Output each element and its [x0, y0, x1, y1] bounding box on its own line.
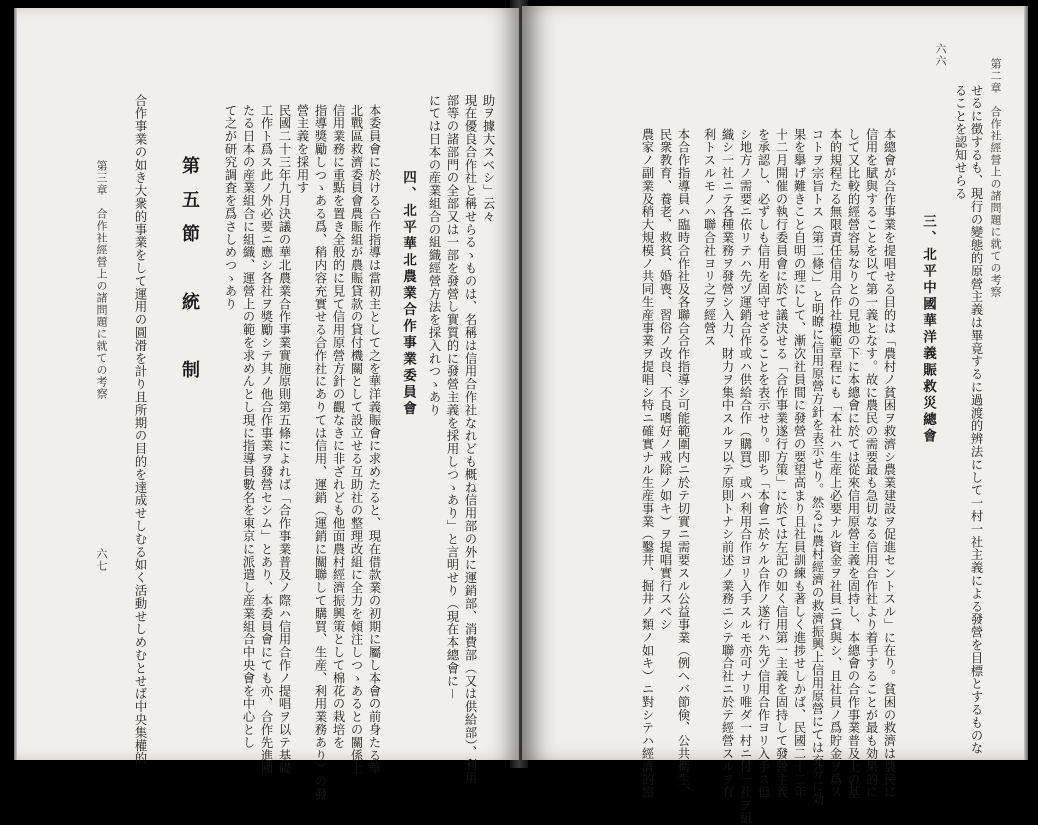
section-title: 三、北平中國華洋義賑救災總會 [920, 214, 936, 445]
text-line: 果を擧げ難きこと自明の理にして、漸次社員間に發營の要望高まり且社員訓練も著しく進捗せしかば、民國二十二年 [792, 128, 806, 799]
text-line: せるに徴するも、現行の變態的原營主義は畢竟するに過渡的辨法にして一村一社主義による發營を目標とするものな [969, 84, 983, 755]
text-line: 工作ト爲ス此ノ外必要ニ應シ各社ヲ獎勵シテ其ノ他合作事業ヲ發營セシム」とあり、本委員會にても亦、合作先進國 [259, 104, 273, 775]
section-heading: 第五節 統 制 [179, 156, 200, 394]
text-line: 本總會が合作事業を提唱せる目的は「農村ノ貧困ヲ救濟シ農業建設ヲ促進セントスル」に在り。貧困の救濟は農民に [882, 128, 896, 799]
text-line: にては日本の産業組合の組織經營方法を採入れつゝあり [427, 94, 441, 417]
page-edge [14, 8, 17, 760]
text-line: 部等の諸部門の全部又は一部を發營し實質的に發營主義を採用しつゝあり」と言明せり（現在本總會に－ [445, 94, 459, 701]
page-number: 六七 [95, 548, 108, 572]
text-line: 現在優良合作社と稱せらるゝものは、名稱は信用合作社なれども概ね信用部の外に運銷部、消費部（又は供給部）、利用 [463, 94, 477, 785]
page-edge [1024, 6, 1028, 760]
right-page [522, 6, 1028, 825]
text-line: 織シ一社ニテ各種業務ヲ發營シ入力、財力ヲ集中スルヲ以テ原則トナシ前述ノ業務ニシテ聯合社ニ於テ經營スルヲ有 [720, 128, 734, 799]
left-page [14, 8, 519, 801]
text-line: 本委員會に於ける合作指導は當初主として之を華洋義賑會に求めたると、現在借款業の初期に屬し本會の前身たる華 [367, 104, 381, 775]
text-line: 本的規程たる無限責任信用合作社模範章程にも「本社ハ生産上必要ナル資金ヲ社員ニ貸與シ、且社員ノ爲貯金ヲ爲ス [828, 128, 842, 799]
text-line: シ地方ノ需要ニ依リテハ先ヅ運銷合作或ハ供給合作（購買）或ハ利用合作ヨリ入手スルモ亦可ナリ唯ダ一村ニ付一社ヲ組 [738, 128, 752, 825]
text-line: 民國二十三年九月決議の華北農業合作事業實施原則第五條によれば「合作事業普及ノ際ハ信用合作ノ提唱ヲ以テ基礎 [277, 104, 291, 775]
text-line: 信用を賦與することを以て第一義となす。故に農民の需要最も急切なる信用合作社より着手することが最も効果的に [864, 128, 878, 799]
running-header: 第三章 合作社經營上の諸問題に就ての考察 [95, 160, 108, 400]
text-line: を承認し、必ずしも信用を固守せざることを表示せり。即ち「本會ニ於ケル合作ノ遂行ハ先ヅ信用合作ヨリ入手ス但 [756, 128, 770, 799]
running-header: 第二章 合作社經營上の諸問題に就ての考察 [989, 58, 1002, 298]
text-line: 營主義を採用す [295, 104, 309, 195]
text-line: して又比較的經營容易なりとの見地の下に本總會に於ては從來信用原營主義を固持し、本總會の合作事業普及上の基 [846, 128, 860, 799]
text-line: 指導獎勵しつゝある爲、稍内容充實せる合作社にありては信用、運銷（運銷に關聯して購買、生産、利用業務あり）の發 [313, 104, 327, 801]
text-line: 農家ノ副業及稍大規模ノ共同生産事業ヲ提唱シ特ニ確實ナル生産事業（鑿井、掘井ノ類ノ如キ）ニ對シテハ經濟的協 [640, 128, 654, 799]
text-line: 本合作指導員ハ臨時合作社及各聯合合作指導シ可能範圍内ニ於テ切實ニ需要スル公益事業（例ヘバ節倹、公共衛生、 [676, 128, 690, 799]
text-line: ることを認知せらる [953, 84, 967, 201]
text-line: て之が研究調査を爲さしめつゝあり [223, 104, 237, 311]
section-title: 四、北平華北農業合作事業委員會 [400, 170, 416, 418]
text-line: 信用業務に重點を置き全般的に見て信用原營方針の觀なきに非ざれども他面農村經濟振興策として棉花の栽培を [331, 104, 345, 749]
text-line: コトヲ宗旨トス（第二條）」と明瞭に信用原營方針を表示せり。然るに農村經濟の救濟振興上信用原營にては充分に効 [810, 128, 824, 806]
text-line: 北戰區救濟委員會農賑組が農賑貸款の貸付機關として設立せる互助社の整理改組に全力を傾注しつゝあるとの關係上 [349, 104, 363, 775]
text-line: 合作事業の如き大衆的事業をして運用の圓滑を計り且所期の目的を達成せしむる如く活動せしめむとせば中央集權的 [133, 94, 147, 765]
page-number: 六六 [934, 43, 947, 67]
text-line: 十二月開催の執行委員會に於て議決せる「合作事業遂行方策」に於ては左記の如く信用第一主義を固持して發營主義 [774, 128, 788, 799]
text-line: 民衆教育、養老、救貧、婚喪、習俗ノ改良、不良嗜好ノ戒除ノ如キ）ヲ提唱實行スベシ [658, 128, 672, 632]
text-line: 利トスルモノハ聯合社ヨリ之ヲ經營ス [702, 128, 716, 348]
text-line: 助ヲ據大スベシ」云々 [481, 94, 495, 223]
text-line: たる日本の産業組合に組織、運營上の範を求めんとし現に指導員數名を東京に派遣し産業組合中央會を中心とし [241, 104, 255, 749]
